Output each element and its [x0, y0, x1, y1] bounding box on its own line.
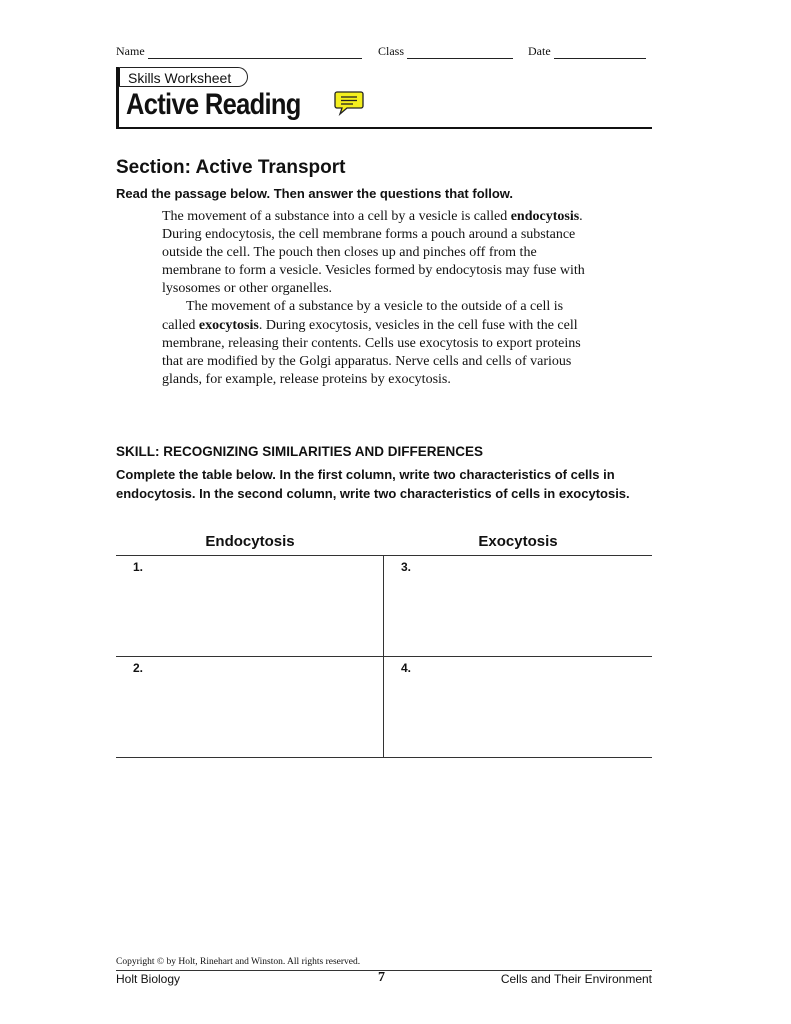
date-line[interactable] [554, 46, 646, 59]
date-label: Date [528, 44, 551, 58]
class-field [378, 44, 513, 59]
student-info-header [116, 44, 652, 62]
name-label: Name [116, 44, 145, 58]
column-header-exocytosis: Exocytosis [478, 533, 558, 550]
p1-text-end: . During endocytosis, the cell membrane forms a pouch around a substance outside the cell. The pouch then closes up and pinches off from the membrane to form a vesicle. Vesicles formed by endocytosis may fuse with lysosomes or other organelles. [162, 209, 585, 297]
passage-paragraph-1 [162, 208, 598, 298]
answer-cell-4[interactable]: 4. [401, 661, 412, 675]
footer-book-title: Holt Biology [116, 972, 181, 986]
name-line[interactable] [148, 46, 362, 59]
worksheet-title: Active Reading [126, 88, 301, 121]
skill-heading: SKILL: RECOGNIZING SIMILARITIES AND DIFFERENCES [116, 444, 484, 459]
table-bottom-rule [116, 757, 652, 758]
table-instruction: Complete the table below. In the first column, write two characteristics of cells in endocytosis. In the second column, write two characteristics of cells in exocytosis. [116, 467, 630, 501]
footer-chapter-title: Cells and Their Environment [500, 972, 652, 986]
p2-text-start: The movement of a substance by a vesicle to the outside of a cell is called [162, 299, 564, 333]
term-exocytosis: exocytosis [198, 317, 259, 333]
name-field [116, 44, 362, 59]
date-field [528, 44, 646, 59]
table-top-rule [116, 555, 652, 556]
answer-cell-1[interactable]: 1. [133, 560, 144, 574]
p1-text-start: The movement of a substance into a cell by a vesicle is called [162, 209, 511, 224]
copyright-notice: Copyright © by Holt, Rinehart and Winston. All rights reserved. [116, 957, 361, 967]
class-label: Class [378, 44, 405, 58]
answer-cell-2[interactable]: 2. [133, 661, 144, 675]
section-title: Section: Active Transport [116, 157, 346, 178]
table-column-divider [383, 555, 384, 758]
answer-cell-3[interactable]: 3. [401, 560, 412, 574]
term-endocytosis: endocytosis [510, 209, 580, 224]
banner-rule [116, 127, 652, 129]
p2-text-end: . During exocytosis, vesicles in the cell fuse with the cell membrane, releasing their contents. Cells use exocytosis to export proteins that are modified by the Golgi apparatus. Nerve cells and cells of various glands, for example, release proteins by exocytosis. [162, 317, 581, 387]
column-header-endocytosis: Endocytosis [205, 533, 295, 550]
speech-bubble-icon [334, 90, 364, 116]
passage-paragraph-2 [162, 298, 598, 388]
page-number: 7 [378, 970, 385, 985]
reading-passage [162, 208, 598, 389]
class-line[interactable] [407, 46, 513, 59]
table-middle-rule [116, 656, 652, 657]
passage-instruction: Read the passage below. Then answer the questions that follow. [116, 186, 514, 201]
skills-worksheet-tab: Skills Worksheet [117, 67, 248, 87]
